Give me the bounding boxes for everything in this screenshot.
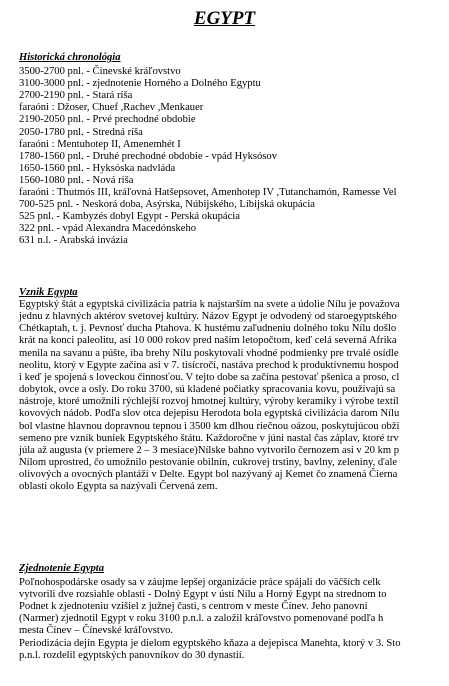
section-vznik-line: kovových nádob. Podľa slov otca dejepisu Herodota bola egyptská civilizácia darom Nílu [19,408,400,420]
section-vznik-heading: Vznik Egypta [19,287,78,298]
section-chronology-line: faraóni : Mentuhotep II, Amenemhét I [19,138,181,150]
section-vznik-line: Chétkaptah, t. j. Pevnosť ducha Ptahova. K hustému zaľudneniu dolného toku Nílu došlo [19,323,397,335]
section-chronology-line: 2700-2190 pnl. - Stará ríša [19,90,133,102]
section-zjednotenie-line: vytvorili dve rozsiahle oblasti - Dolný Egypt v ústí Nílu a Horný Egypt na strednom to [19,589,387,601]
section-zjednotenie-line: Periodizácia dejín Egypta je dielom egyptského kňaza a dejepisca Manehta, ktorý v 3. Sto [19,637,401,649]
section-zjednotenie-heading: Zjednotenie Egypta [19,563,105,574]
section-chronology-line: 322 pnl. - vpád Alexandra Macedónskeho [19,223,197,235]
section-vznik-line: olivových a ovocných plantáží v Delte. Egypt bol nazývaný aj Kemet čo znamená Čierna [19,469,398,481]
section-vznik-line: neolitu, ktorý v Egypte začína asi v 7. tisícročí, nastáva prechod k produktívnemu hospod [19,359,399,371]
section-vznik-line: Egyptský štát a egyptská civilizácia patria k najstarším na svete a údolie Nílu je považova [19,299,400,310]
section-vznik-line: semeno pre vznik buniek Egyptského štátu. Každoročne v júni nastal čas záplav, ktoré trv [19,432,399,444]
section-vznik-line: oblasti okolo Egypta sa nazývali Červená zem. [19,481,218,493]
section-chronology-line: 1650-1560 pnl. - Hyksóska nadvláda [19,162,176,174]
section-zjednotenie-line: Poľnohospodárske osady sa v záujme lepšej organizácie práce spájali do väčších celk [19,577,381,588]
section-chronology-line: 525 pnl. - Kambyzés dobyl Egypt - Perská okupácia [19,211,240,223]
section-vznik-line: krát na konci paleolitu, asi 10 000 rokov pred naším letopočtom, keď celá severná Afrika [19,335,397,347]
section-chronology-line: 2050-1780 pnl. - Stredná ríša [19,126,143,138]
section-chronology-line: 631 n.l. - Arabská invázia [19,235,128,247]
section-chronology-line: faraóni : Thutmós III, kráľovná Hatšepsovet, Amenhotep IV ,Tutanchamón, Ramesse Vel [19,187,397,198]
section-zjednotenie-line: p.n.l. rozdelil egyptských panovníkov do 30 dynastií. [19,649,245,661]
section-chronology-line: 3500-2700 pnl. - Čínevské kráľovstvo [19,66,181,77]
section-vznik-line: i keď je spojená s loveckou činnosťou. V tejto dobe sa začína pestovať pšenica a proso, cl [19,371,400,383]
section-chronology-line: 1780-1560 pnl. - Druhé prechodné obdobie - vpád Hyksósov [19,150,278,162]
section-vznik-line: bol vlastne hlavnou dopravnou tepnou i 3500 km dlhou riečnou oázou, poskytujúcou obži [19,420,400,432]
section-vznik-line: menila na savanu a púšte, iba brehy Nílu poskytovali vhodné podmienky pre trvalé osídle [19,347,399,359]
section-chronology-line: 2190-2050 pnl. - Prvé prechodné obdobie [19,114,196,126]
section-zjednotenie-line: mesta Čínev – Čínevské kráľovstvo. [19,625,174,637]
section-vznik-line: júla až augusta (v priemere 2 – 3 mesiace)Nílske bahno vytvorilo černozem asi v 20 km p [19,444,400,456]
section-vznik-line: nástroje, ktoré umožnili rýchlejší rozvoj hmotnej kultúry, výroby keramiky i výrobe textíl [19,396,399,408]
section-vznik-line: jednu z hlavných aktérov svetovej kultúry. Názov Egypt je odvodený od staroegyptského [19,311,397,323]
section-vznik-line: Nílom uprostred, čo umožnilo pestovanie obilnín, cukrovej trstiny, bavlny, zeleniny, ďale [19,456,398,468]
section-vznik-line: dobytok, ovce a osly. Do roku 3700, sú kladené počiatky spracovania kovu, používajú sa [19,384,396,396]
section-chronology-line: 3100-3000 pnl. - zjednotenie Horného a Dolného Egyptu [19,78,261,90]
section-zjednotenie-line: Podnet k zjednoteniu vzišiel z južnej časti, s centrom v meste Čínev. Jeho panovní [19,601,368,613]
section-zjednotenie-line: (Narmer) zjednotil Egypt v roku 3100 p.n.l. a založil kráľovstvo pomenované podľa h [19,613,384,625]
section-chronology-heading: Historická chronológia [19,52,121,63]
section-chronology-line: faraóni : Džoser, Chuef ,Rachev ,Menkauer [19,102,204,114]
section-chronology-line: 700-525 pnl. - Neskorá doba, Asýrska, Núbijského, Líbijská okupácia [19,199,315,211]
page-title: EGYPT [193,8,256,29]
section-chronology-line: 1560-1080 pnl. - Nová ríša [19,174,134,186]
